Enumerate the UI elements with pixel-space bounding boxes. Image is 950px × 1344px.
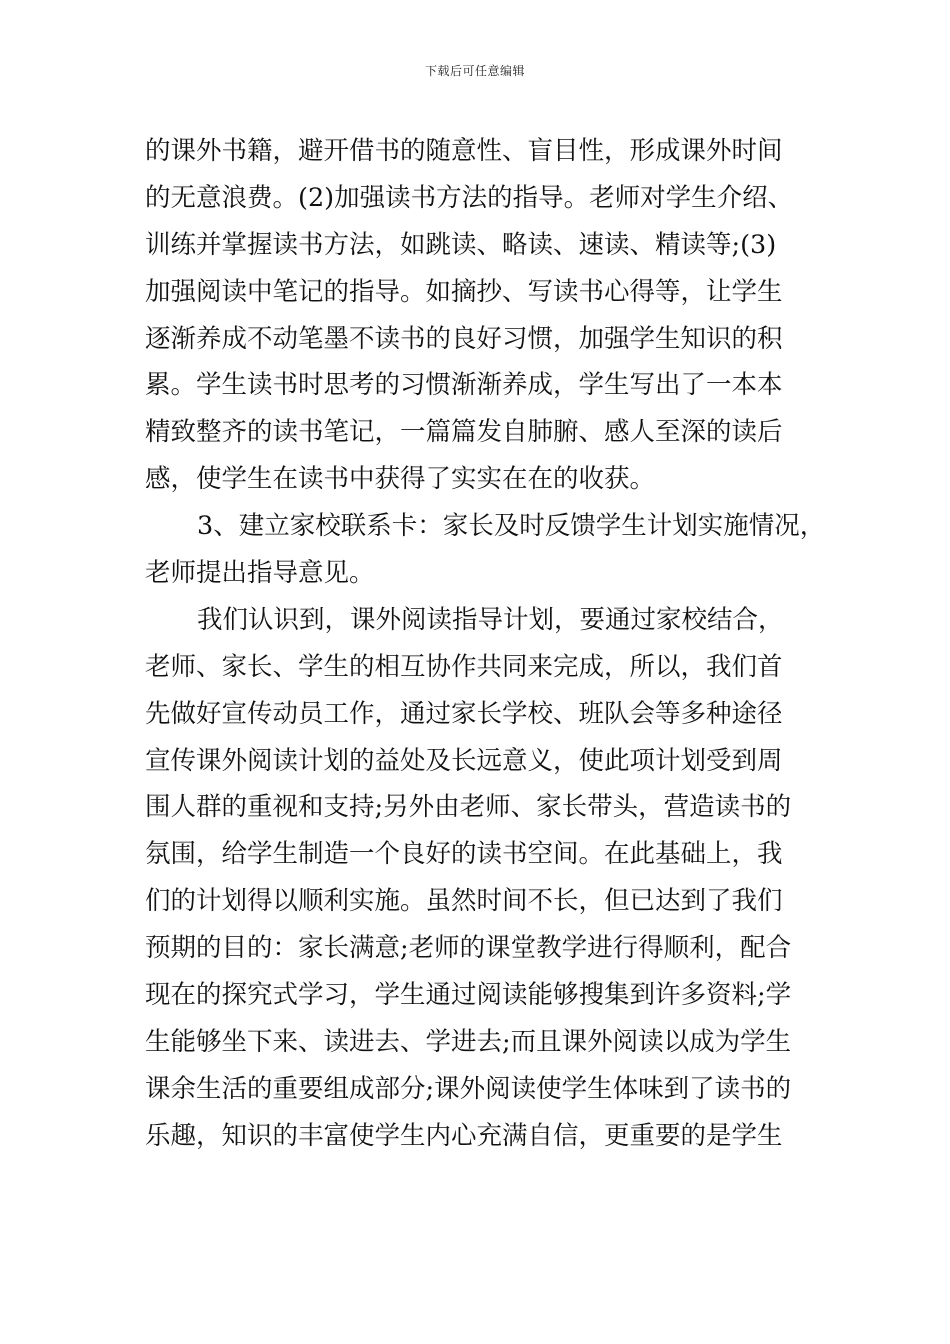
text-line: 氛围，给学生制造一个良好的读书空间。在此基础上，我: [145, 839, 783, 870]
page-header: 下载后可任意编辑: [424, 64, 525, 78]
text-line: 老师提出指导意见。: [145, 558, 375, 589]
text-line: 现在的探究式学习，学生通过阅读能够搜集到许多资料;学: [145, 980, 792, 1011]
paragraph-start-line: 我们认识到，课外阅读指导计划，要通过家校结合，: [197, 604, 784, 635]
text-line: 预期的目的：家长满意;老师的课堂教学进行得顺利，配合: [145, 933, 792, 964]
text-line: 训练并掌握读书方法，如跳读、略读、速读、精读等;(3): [145, 229, 777, 260]
text-line: 老师、家长、学生的相互协作共同来完成，所以，我们首: [145, 651, 783, 682]
text-line: 先做好宣传动员工作，通过家长学校、班队会等多种途径: [145, 698, 783, 729]
text-line: 生能够坐下来、读进去、学进去;而且课外阅读以成为学生: [145, 1026, 792, 1057]
text-line: 感，使学生在读书中获得了实实在在的收获。: [145, 464, 656, 495]
text-line: 加强阅读中笔记的指导。如摘抄、写读书心得等，让学生: [145, 276, 783, 307]
text-line: 精致整齐的读书笔记，一篇篇发自肺腑、感人至深的读后: [145, 417, 783, 448]
text-line: 的无意浪费。(2)加强读书方法的指导。老师对学生介绍、: [145, 182, 794, 213]
text-line: 的课外书籍，避开借书的随意性、盲目性，形成课外时间: [145, 136, 783, 166]
paragraph-start-line: 3、建立家校联系卡：家长及时反馈学生计划实施情况，: [197, 511, 826, 542]
text-line: 累。学生读书时思考的习惯渐渐养成，学生写出了一本本: [145, 370, 783, 401]
text-line: 宣传课外阅读计划的益处及长远意义，使此项计划受到周: [145, 745, 783, 776]
document-body: [145, 128, 826, 1160]
text-line: 课余生活的重要组成部分;课外阅读使学生体味到了读书的: [145, 1073, 792, 1104]
text-line: 逐渐养成不动笔墨不读书的良好习惯，加强学生知识的积: [145, 323, 783, 354]
text-line: 围人群的重视和支持;另外由老师、家长带头，营造读书的: [145, 792, 792, 823]
text-line: 们的计划得以顺利实施。虽然时间不长，但已达到了我们: [145, 886, 783, 917]
text-line: 乐趣，知识的丰富使学生内心充满自信，更重要的是学生: [145, 1120, 783, 1151]
